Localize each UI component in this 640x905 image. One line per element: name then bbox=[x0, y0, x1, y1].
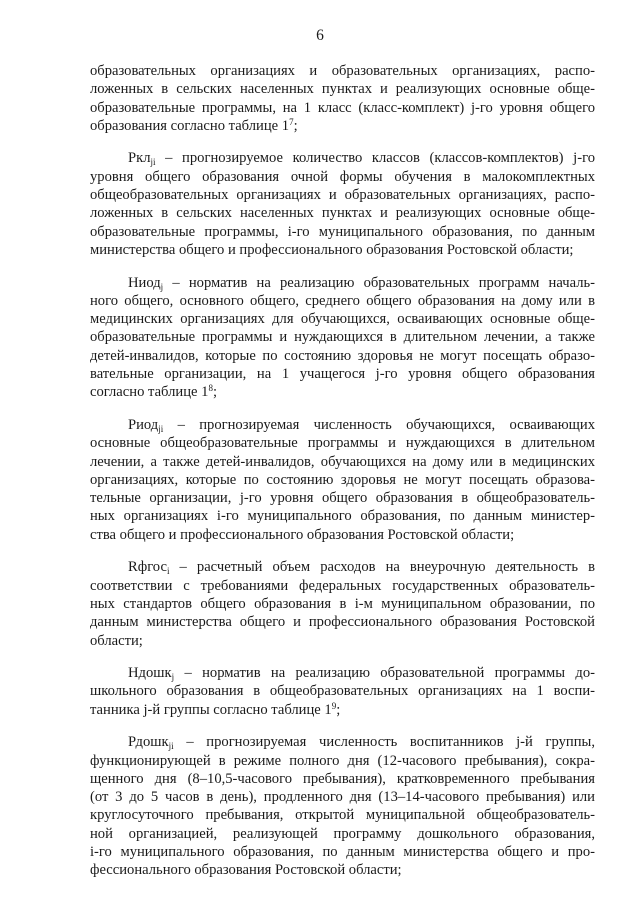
term-subscript: i bbox=[166, 566, 170, 577]
term-base: Риод bbox=[128, 416, 159, 433]
text-line: организациях, которые по состоянию здоровья не могут посещать образова- bbox=[90, 471, 595, 488]
document-body bbox=[90, 62, 595, 894]
text-line: ложенных в сельских населенных пунктах и реализующих основные обще- bbox=[90, 205, 595, 222]
text-line: Ндошк$_j$ – норматив на реализацию образовательной программы до- bbox=[128, 665, 595, 683]
text-line: соответствии с требованиями федеральных государственных образователь- bbox=[90, 577, 595, 594]
text-line: уровня общего образования очной формы обучения в малокомплектных bbox=[90, 168, 595, 185]
text-line: образовательных организациях и образовательных организациях, распо- bbox=[90, 63, 595, 79]
paragraph bbox=[90, 62, 595, 135]
text-line: образования согласно таблице $1^7$; bbox=[90, 116, 298, 134]
term-symbol bbox=[128, 417, 163, 433]
term-symbol bbox=[128, 559, 169, 575]
text-line: согласно таблице $1^8$; bbox=[90, 383, 217, 401]
term-base: Рдошк bbox=[128, 734, 169, 751]
term-subscript: j bbox=[171, 672, 175, 683]
text-line: фессионального образования Ростовской области; bbox=[90, 862, 402, 879]
text-line: щенного дня (8–10,5-часового пребывания), кратковременного пребывания bbox=[90, 770, 595, 787]
text-line: тельные организации, j-го уровня общего образования в общеобразователь- bbox=[90, 490, 595, 507]
text-line: функционирующей в режиме полного дня (12-часового пребывания), сокра- bbox=[90, 752, 595, 769]
text-line: танника j-й группы согласно таблице $1^9$; bbox=[90, 700, 341, 718]
term-subscript: ji bbox=[168, 741, 174, 752]
term-subscript: j bbox=[160, 281, 164, 292]
text-line: вательные организации, на 1 учащегося j-го уровня общего образования bbox=[90, 366, 595, 383]
text-line: Рдошк$_{ji}$ – прогнозируемая численность воспитанников j-й группы, bbox=[128, 734, 595, 752]
text-line: ной организацией, реализующей программу дошкольного образования, bbox=[90, 825, 595, 842]
term-symbol bbox=[128, 665, 174, 681]
text-line: ложенных в сельских населенных пунктах и реализующих основные обще- bbox=[90, 81, 595, 98]
page-number: 6 bbox=[316, 27, 324, 44]
footnote-ref: 8 bbox=[208, 383, 213, 394]
text-line: данным министерства общего и профессионального образования Ростовской bbox=[90, 614, 595, 631]
text-line: общеобразовательных организациях и образовательных организациях, распо- bbox=[90, 187, 595, 204]
text-line: i-го муниципального образования, по данным министерства общего и про- bbox=[90, 844, 595, 861]
text-line: школьного образования в общеобразовательных организациях на 1 воспи- bbox=[90, 683, 595, 700]
term-base: Ркл bbox=[128, 150, 151, 167]
text-line: детей-инвалидов, которые по состоянию здоровья не могут посещать образо- bbox=[90, 347, 595, 364]
paragraph bbox=[90, 416, 595, 544]
text-line: Rфгос$_i$ – расчетный объем расходов на внеурочную деятельность в bbox=[128, 559, 595, 577]
text-line: ства общего и профессионального образования Ростовской области; bbox=[90, 526, 515, 543]
term-symbol bbox=[128, 275, 163, 291]
text-line: ных организациях i-го муниципального образования, по данным министер- bbox=[90, 508, 595, 525]
text-line: основные общеобразовательные программы и нуждающихся в длительном bbox=[90, 435, 595, 452]
term-subscript: ji bbox=[150, 157, 156, 168]
paragraph bbox=[90, 733, 595, 879]
text-line: образовательные программы, i-го муниципального образования, по данным bbox=[90, 223, 595, 240]
term-base: Ндошк bbox=[128, 665, 172, 682]
text-line: ного общего, основного общего, среднего общего образования на дому или в bbox=[90, 292, 595, 309]
footnote-ref: 7 bbox=[289, 116, 294, 127]
paragraph bbox=[90, 274, 595, 402]
text-line: лечении, а также детей-инвалидов, обучающихся на дому или в медицинских bbox=[90, 453, 595, 470]
text-line: (от 3 до 5 часов в день), продленного дня (13–14-часового пребывания) или bbox=[90, 789, 595, 806]
text-line: образовательные программы, на 1 класс (класс-комплект) j-го уровня общего bbox=[90, 99, 595, 116]
text-line: медицинских организациях для обучающихся, осваивающих основные обще- bbox=[90, 311, 595, 328]
text-line: образовательные программы и нуждающихся в длительном лечении, а также bbox=[90, 329, 595, 346]
text-line: круглосуточного пребывания, открытой муниципальной общеобразователь- bbox=[90, 807, 595, 824]
term-symbol bbox=[128, 734, 174, 750]
text-line: области; bbox=[90, 632, 143, 649]
term-base: Ниод bbox=[128, 274, 161, 291]
text-line: ных стандартов общего образования в i-м муниципальном образовании, по bbox=[90, 595, 595, 612]
term-base: Rфгос bbox=[128, 559, 167, 576]
text-line: Ркл$_{ji}$ – прогнозируемое количество классов (классов-комплектов) j-го bbox=[128, 150, 595, 168]
text-line: Риод$_{ji}$ – прогнозируемая численность обучающихся, осваивающих bbox=[128, 416, 595, 434]
footnote-ref: 9 bbox=[331, 700, 337, 711]
term-symbol bbox=[128, 150, 156, 166]
paragraph bbox=[90, 664, 595, 719]
paragraph bbox=[90, 149, 595, 259]
text-line: Ниод$_j$ – норматив на реализацию образовательных программ началь- bbox=[128, 274, 595, 292]
term-subscript: ji bbox=[158, 423, 164, 434]
text-line: министерства общего и профессионального образования Ростовской области; bbox=[90, 241, 574, 258]
paragraph bbox=[90, 558, 595, 649]
